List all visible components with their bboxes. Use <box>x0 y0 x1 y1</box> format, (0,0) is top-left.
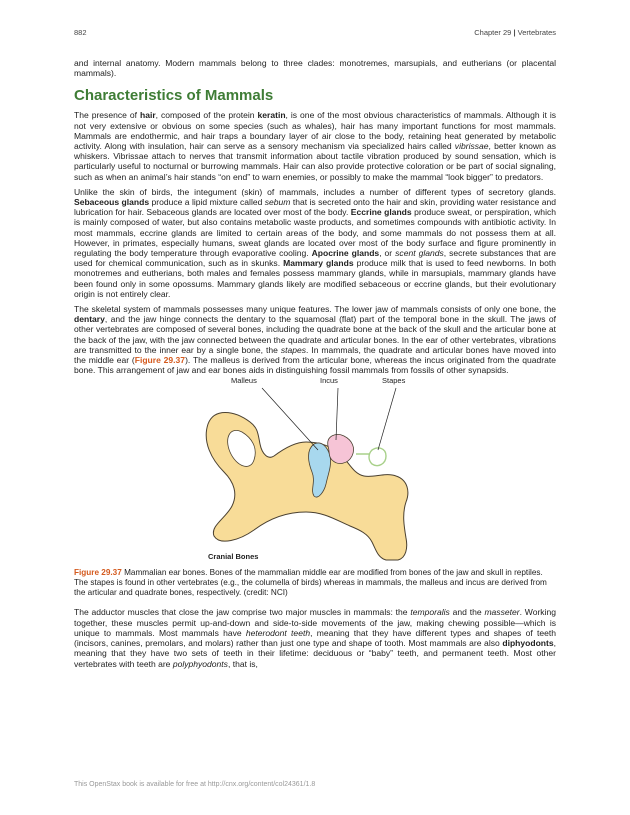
text-run: , meaning that they have two sets of teeth in their lifetime: deciduous or “baby” teeth, and permanent teeth. Most other vertebrates with teeth are <box>74 638 556 669</box>
stapes-label: Stapes <box>382 376 406 386</box>
term-apocrine-glands: Apocrine glands <box>311 248 380 259</box>
text-run: , and the jaw hinge connects the dentary to the squamosal (flat) part of the temporal bone in the skull. The jaws of other vertebrates are composed of several bones, including the quadrate bone at the back of the skull and the articular bone at the back of the jaw, with the jaw connected between the quadrate and articular bones. In the ear of other vertebrates, vibrations are transmitted to the inner ear by a single bone, the <box>74 314 556 355</box>
term-scent-glands: scent glands <box>395 248 444 259</box>
text-run: , is one of the most obvious characteristics of mammals. Although it is not very extensive or obvious on some species (such as whales), hair has many important functions for most mammals. Mammals are endothermic, and hair traps a boundary layer of air close to the body, retaining heat generated by metabolic activity. Along with insulation, hair can serve as a sensory mechanism via specialized hairs called <box>74 110 556 152</box>
term-vibrissae: vibrissae <box>454 141 489 152</box>
text-run: Unlike the skin of birds, the integument (skin) of mammals, includes a number of different types of secretory glands. <box>74 186 556 197</box>
malleus-leader-line <box>262 388 318 450</box>
incus-bone <box>328 435 354 464</box>
caption-figure-number: Figure 29.37 <box>74 568 122 578</box>
stapes-bone <box>356 448 386 466</box>
text-run: , meaning that they have different types and shapes of teeth (incisors, canines, premolars, and molars) rather than just one type and shape of tooth. Most mammals are also <box>74 627 556 649</box>
text-run: that is secreted onto the hair and skin, providing water resistance and lubrication for hair. Sebaceous glands are located over most of the body. <box>74 197 556 218</box>
skeletal-paragraph <box>74 304 556 375</box>
term-heterodont-teeth: heterodont teeth <box>245 627 311 638</box>
term-hair: hair <box>139 110 156 121</box>
text-run: . Working together, these muscles permit up-and-down and side-to-side movements of the jaw, making chewing possible—which is unique to mammals. Most mammals have <box>74 607 556 638</box>
text-run: , or <box>379 248 396 259</box>
page-content <box>74 58 556 674</box>
chapter-separator: | <box>511 28 518 37</box>
term-sebaceous-glands: Sebaceous glands <box>74 197 150 208</box>
figure-caption <box>74 568 556 598</box>
term-masseter: masseter <box>484 607 520 618</box>
term-sebum: sebum <box>264 197 291 208</box>
caption-text: Mammalian ear bones. Bones of the mammalian middle ear are modified from bones of the jaw and skull in reptiles. The stapes is found in other vertebrates (e.g., the columella of birds) whereas in mammals, the malleus and incus are derived from the articular and quadrate bones, respectively. (credit: NCI) <box>74 568 547 598</box>
jaw-muscles-paragraph <box>74 607 556 668</box>
text-run: The adductor muscles that close the jaw comprise two major muscles in mammals: the <box>74 607 411 618</box>
malleus-label: Malleus <box>231 376 257 386</box>
running-header <box>474 28 556 37</box>
text-run: The skeletal system of mammals possesses many unique features. The lower jaw of mammals consists of only one bone, the <box>74 304 556 315</box>
stapes-leader-line <box>378 388 396 450</box>
term-stapes: stapes <box>280 344 307 355</box>
incus-leader-line <box>336 388 338 440</box>
page-number: 882 <box>74 28 87 37</box>
text-run: produce milk that is used to feed newborns. In both monotremes and eutherians, both males and females possess mammary glands, while in marsupials, mammary glands have been found only in some opossums. Mammary glands likely are modified sebaceous or eccrine glands, but their evolutionary origin is not entirely clear. <box>74 258 556 299</box>
intro-paragraph: and internal anatomy. Modern mammals belong to three clades: monotremes, marsupials, and eutherians (or placental mammals). <box>74 58 556 79</box>
section-title: Characteristics of Mammals <box>74 87 274 105</box>
ear-bones-illustration <box>74 380 556 568</box>
chapter-title: Vertebrates <box>517 28 556 37</box>
text-run: produce sweat, or perspiration, which is mainly composed of water, but also contains metabolic waste products, and sometimes compounds with antibiotic activity. In most mammals, eccrine glands are limited to certain areas of the body, and some mammals do not possess them at all. However, in primates, especially humans, sweat glands are located over most of the body surface and figure prominently in regulating the body temperature through evaporative cooling. <box>74 207 556 259</box>
text-run: . In mammals, the quadrate and articular bones have moved into the middle ear ( <box>74 344 556 366</box>
text-run: The presence of <box>74 110 140 121</box>
hair-paragraph <box>74 110 556 181</box>
text-run: produce a lipid mixture called <box>149 197 265 208</box>
incus-label: Incus <box>320 376 338 386</box>
text-run: and the <box>449 607 485 618</box>
term-dentary: dentary <box>74 314 105 325</box>
page-footer: This OpenStax book is available for free at http://cnx.org/content/col24361/1.8 <box>74 781 316 788</box>
glands-paragraph <box>74 187 556 299</box>
term-eccrine-glands: Eccrine glands <box>350 207 412 218</box>
figure-reference-link[interactable]: Figure 29.37 <box>134 355 186 366</box>
term-mammary-glands: Mammary glands <box>283 258 354 269</box>
chapter-prefix: Chapter 29 <box>474 28 512 37</box>
term-keratin: keratin <box>257 110 286 121</box>
cranial-bones-label: Cranial Bones <box>208 552 259 562</box>
text-run: , better known as whiskers. Vibrissae attach to nerves that transmit information about tactile vibration produced by sound sensation, which is particularly useful to nocturnal or burrowing mammals. Hair can also provide protective coloration or be part of social signaling, such as when an animal’s hair stands “on end” to warn enemies, or possibly to make the mammal “look bigger” to predators. <box>74 141 556 182</box>
term-temporalis: temporalis <box>410 607 450 618</box>
term-diphyodonts: diphyodonts <box>502 638 554 649</box>
text-run: , that is, <box>227 658 258 669</box>
text-run: , composed of the protein <box>155 110 258 121</box>
text-run: , secrete substances that are used for chemical communication, such as in skunks. <box>74 248 556 269</box>
ear-bones-figure <box>74 376 556 568</box>
term-polyphyodonts: polyphyodonts <box>172 658 228 669</box>
text-run: ). The malleus is derived from the articular bone, whereas the incus originated from the quadrate bone. This arrangement of jaw and ear bones aids in distinguishing fossil mammals from fossils of other synapsids. <box>74 355 556 376</box>
